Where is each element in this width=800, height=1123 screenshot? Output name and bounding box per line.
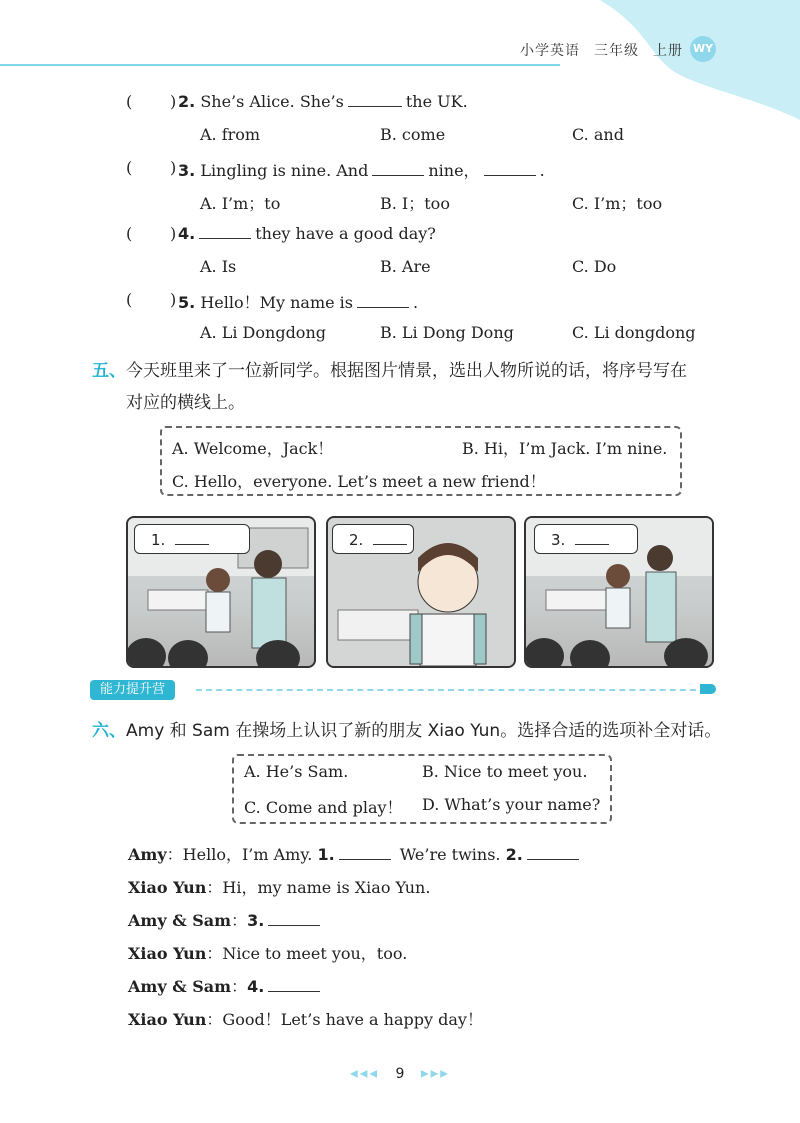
question-stem: She’s Alice. She’s [200, 92, 344, 111]
dialogue-line: Xiao Yun：Hi，my name is Xiao Yun. [128, 878, 431, 897]
answer-paren[interactable]: ( ) [126, 224, 177, 243]
answer-paren[interactable]: ( ) [126, 290, 177, 309]
option-b: B. Li Dong Dong [380, 323, 514, 342]
option-c: C. Li dongdong [572, 323, 696, 342]
question-number: 5. [178, 293, 196, 312]
picture-panel-3 [524, 516, 714, 668]
left-arrows-icon: ◀◀◀ [350, 1068, 380, 1080]
dialogue-line: Amy：Hello，I’m Amy. 1. We’re twins. 2. [128, 842, 583, 865]
speaker: Amy & Sam [128, 977, 232, 996]
header-volume: 上册 [653, 43, 683, 59]
speaker: Amy & Sam [128, 911, 232, 930]
question-stem-end: the UK. [405, 92, 468, 111]
option-c: C. Come and play！ [244, 798, 403, 817]
question-number: 3. [178, 161, 196, 180]
blank-number: 4. [247, 977, 265, 996]
answer-blank[interactable] [175, 534, 209, 545]
question-4 [178, 224, 436, 243]
option-b: B. come [380, 125, 446, 144]
blank-number: 2. [505, 845, 523, 864]
header-grade: 三年级 [594, 43, 639, 59]
picture-panel-2 [326, 516, 516, 668]
speech-bubble-2 [332, 524, 414, 554]
page-number: 9 [395, 1066, 405, 1082]
section-6-title-text: Amy 和 Sam 在操场上认识了新的朋友 Xiao Yun。选择合适的选项补全对话。 [126, 721, 722, 741]
dialogue-text: Hi，my name is Xiao Yun. [222, 878, 431, 897]
picture-panel-1 [126, 516, 316, 668]
dialogue-text: Good！Let’s have a happy day！ [222, 1010, 483, 1029]
question-stem-end: . [539, 161, 545, 180]
answer-blank[interactable] [527, 847, 579, 860]
option-a: A. Is [200, 257, 237, 276]
question-5 [178, 290, 418, 313]
option-a: A. from [200, 125, 261, 144]
option-a: A. Li Dongdong [200, 323, 326, 342]
blank-number: 3. [247, 911, 265, 930]
answer-blank[interactable] [268, 913, 320, 926]
question-stem: they have a good day? [255, 224, 436, 243]
dialogue-line: Amy & Sam：4. [128, 974, 324, 997]
pencil-tip-icon [700, 684, 716, 694]
speech-bubble-3 [534, 524, 638, 554]
section-5-title [92, 356, 687, 381]
header-title [520, 40, 697, 60]
question-3 [178, 158, 545, 181]
page-footer [0, 1066, 800, 1082]
question-stem-end: . [413, 293, 419, 312]
speaker: Xiao Yun [128, 944, 207, 963]
section-5-title-line2: 对应的横线上。 [126, 393, 245, 413]
section-6-mark: 六、 [92, 721, 126, 741]
speaker: Xiao Yun [128, 1010, 207, 1029]
speech-bubble-1 [134, 524, 250, 554]
option-a: A. I’m；to [200, 194, 281, 213]
question-stem-middle: nine， [428, 161, 480, 180]
question-number: 4. [178, 224, 196, 243]
answer-blank[interactable] [339, 847, 391, 860]
speaker: Xiao Yun [128, 878, 207, 897]
bubble-number: 1. [151, 531, 166, 549]
option-a: A. He’s Sam. [244, 762, 349, 781]
option-c: C. and [572, 125, 624, 144]
header-wave-decoration [560, 0, 800, 120]
section-5-mark: 五、 [92, 361, 126, 381]
option-c: C. Do [572, 257, 617, 276]
section-5-title-line1: 今天班里来了一位新同学。根据图片情景，选出人物所说的话，将序号写在 [126, 361, 687, 381]
speaker: Amy [128, 845, 167, 864]
section-6-title [92, 716, 721, 741]
dialogue-text: Nice to meet you，too. [222, 944, 408, 963]
dialogue-line: Xiao Yun：Nice to meet you，too. [128, 944, 408, 963]
question-number: 2. [178, 92, 196, 111]
question-stem: Hello！My name is [200, 293, 354, 312]
option-c: C. Hello，everyone. Let’s meet a new friend！ [172, 472, 546, 491]
bubble-number: 2. [349, 531, 364, 549]
dialogue-text: Hello，I’m Amy. [182, 845, 313, 864]
option-b: B. I；too [380, 194, 450, 213]
right-arrows-icon: ▶▶▶ [420, 1068, 450, 1080]
question-stem: Lingling is nine. And [200, 161, 369, 180]
answer-blank[interactable] [268, 979, 320, 992]
answer-paren[interactable]: ( ) [126, 92, 177, 111]
question-2 [178, 92, 468, 111]
header-subject: 小学英语 [520, 43, 580, 59]
option-b: B. Are [380, 257, 431, 276]
dialogue-line: Amy & Sam：3. [128, 908, 324, 931]
header-rule [0, 64, 560, 66]
option-a: A. Welcome，Jack！ [172, 439, 334, 458]
dialogue-text: We’re twins. [399, 845, 501, 864]
answer-paren[interactable]: ( ) [126, 158, 177, 177]
option-c: C. I’m；too [572, 194, 663, 213]
ability-section-badge: 能力提升营 [90, 680, 175, 700]
answer-blank[interactable] [575, 534, 609, 545]
blank-number: 1. [317, 845, 335, 864]
bubble-number: 3. [551, 531, 566, 549]
option-b: B. Nice to meet you. [422, 762, 588, 781]
answer-blank[interactable] [373, 534, 407, 545]
option-b: B. Hi，I’m Jack. I’m nine. [462, 439, 668, 458]
badge-divider [196, 689, 706, 691]
publisher-logo: WY [690, 36, 716, 62]
dialogue-line: Xiao Yun：Good！Let’s have a happy day！ [128, 1010, 483, 1029]
option-d: D. What’s your name? [422, 795, 601, 814]
